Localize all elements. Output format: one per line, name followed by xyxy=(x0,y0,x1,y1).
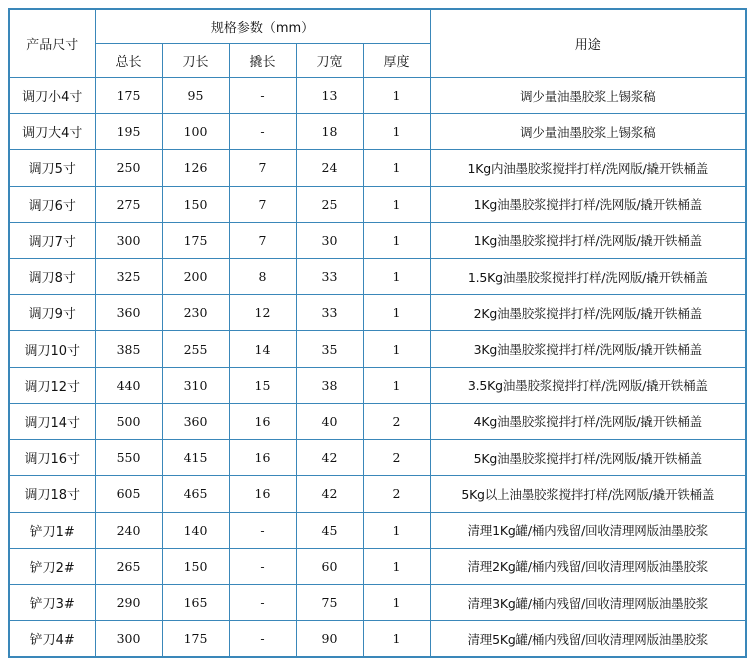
table-row xyxy=(9,367,746,403)
cell-blade-length: 415 xyxy=(162,440,229,476)
table-row xyxy=(9,295,746,331)
cell-total-length: 195 xyxy=(95,114,162,150)
cell-pry-length: 15 xyxy=(229,367,296,403)
cell-pry-length: 7 xyxy=(229,150,296,186)
cell-pry-length: - xyxy=(229,77,296,113)
cell-blade-length: 150 xyxy=(162,548,229,584)
header-blade-length: 刀长 xyxy=(162,43,229,77)
table-row xyxy=(9,548,746,584)
header-pry-length: 撬长 xyxy=(229,43,296,77)
cell-total-length: 385 xyxy=(95,331,162,367)
cell-blade-length: 310 xyxy=(162,367,229,403)
cell-pry-length: - xyxy=(229,114,296,150)
table-row xyxy=(9,331,746,367)
cell-thickness: 1 xyxy=(363,150,430,186)
cell-thickness: 1 xyxy=(363,114,430,150)
table-row xyxy=(9,440,746,476)
spec-table xyxy=(8,8,747,658)
cell-total-length: 440 xyxy=(95,367,162,403)
cell-total-length: 605 xyxy=(95,476,162,512)
cell-blade-length: 230 xyxy=(162,295,229,331)
cell-thickness: 1 xyxy=(363,548,430,584)
cell-usage: 1Kg内油墨胶浆搅拌打样/洗网版/撬开铁桶盖 xyxy=(430,150,746,186)
cell-blade-width: 42 xyxy=(296,440,363,476)
cell-thickness: 1 xyxy=(363,512,430,548)
cell-usage: 3Kg油墨胶浆搅拌打样/洗网版/撬开铁桶盖 xyxy=(430,331,746,367)
table-row xyxy=(9,150,746,186)
cell-product-name: 调刀12寸 xyxy=(9,367,95,403)
cell-thickness: 1 xyxy=(363,186,430,222)
cell-blade-width: 24 xyxy=(296,150,363,186)
cell-pry-length: - xyxy=(229,621,296,657)
table-row xyxy=(9,476,746,512)
table-row xyxy=(9,621,746,657)
cell-blade-width: 38 xyxy=(296,367,363,403)
cell-total-length: 550 xyxy=(95,440,162,476)
cell-total-length: 300 xyxy=(95,621,162,657)
header-product-size: 产品尺寸 xyxy=(9,9,95,77)
cell-product-name: 铲刀4# xyxy=(9,621,95,657)
cell-thickness: 2 xyxy=(363,403,430,439)
table-row xyxy=(9,584,746,620)
cell-blade-width: 33 xyxy=(296,295,363,331)
cell-blade-length: 150 xyxy=(162,186,229,222)
cell-product-name: 铲刀2# xyxy=(9,548,95,584)
cell-pry-length: - xyxy=(229,584,296,620)
cell-pry-length: - xyxy=(229,548,296,584)
cell-blade-width: 13 xyxy=(296,77,363,113)
cell-usage: 清理3Kg罐/桶内残留/回收清理网版油墨胶浆 xyxy=(430,584,746,620)
cell-blade-width: 42 xyxy=(296,476,363,512)
cell-product-name: 调刀7寸 xyxy=(9,222,95,258)
cell-product-name: 调刀5寸 xyxy=(9,150,95,186)
cell-blade-width: 45 xyxy=(296,512,363,548)
cell-thickness: 2 xyxy=(363,476,430,512)
cell-thickness: 1 xyxy=(363,621,430,657)
cell-blade-length: 126 xyxy=(162,150,229,186)
table-row xyxy=(9,259,746,295)
cell-blade-length: 255 xyxy=(162,331,229,367)
cell-pry-length: 16 xyxy=(229,476,296,512)
cell-blade-width: 60 xyxy=(296,548,363,584)
cell-total-length: 240 xyxy=(95,512,162,548)
cell-product-name: 调刀大4寸 xyxy=(9,114,95,150)
header-usage: 用途 xyxy=(430,9,746,77)
cell-product-name: 调刀18寸 xyxy=(9,476,95,512)
cell-product-name: 调刀14寸 xyxy=(9,403,95,439)
table-row xyxy=(9,222,746,258)
cell-blade-length: 360 xyxy=(162,403,229,439)
header-blade-width: 刀宽 xyxy=(296,43,363,77)
cell-usage: 5Kg油墨胶浆搅拌打样/洗网版/撬开铁桶盖 xyxy=(430,440,746,476)
cell-total-length: 265 xyxy=(95,548,162,584)
cell-usage: 调少量油墨胶浆上锡浆稿 xyxy=(430,77,746,113)
cell-blade-width: 40 xyxy=(296,403,363,439)
cell-pry-length: 7 xyxy=(229,222,296,258)
cell-usage: 2Kg油墨胶浆搅拌打样/洗网版/撬开铁桶盖 xyxy=(430,295,746,331)
cell-product-name: 调刀8寸 xyxy=(9,259,95,295)
cell-thickness: 1 xyxy=(363,222,430,258)
cell-usage: 1.5Kg油墨胶浆搅拌打样/洗网版/撬开铁桶盖 xyxy=(430,259,746,295)
cell-usage: 调少量油墨胶浆上锡浆稿 xyxy=(430,114,746,150)
cell-blade-width: 30 xyxy=(296,222,363,258)
cell-pry-length: 16 xyxy=(229,440,296,476)
cell-pry-length: 8 xyxy=(229,259,296,295)
cell-total-length: 290 xyxy=(95,584,162,620)
cell-thickness: 1 xyxy=(363,367,430,403)
cell-blade-width: 90 xyxy=(296,621,363,657)
cell-thickness: 1 xyxy=(363,584,430,620)
cell-product-name: 调刀16寸 xyxy=(9,440,95,476)
cell-total-length: 175 xyxy=(95,77,162,113)
cell-thickness: 1 xyxy=(363,77,430,113)
cell-thickness: 1 xyxy=(363,331,430,367)
cell-total-length: 360 xyxy=(95,295,162,331)
table-row xyxy=(9,512,746,548)
table-row xyxy=(9,114,746,150)
cell-blade-length: 165 xyxy=(162,584,229,620)
cell-blade-length: 175 xyxy=(162,222,229,258)
cell-blade-width: 75 xyxy=(296,584,363,620)
header-spec-group: 规格参数（mm） xyxy=(95,9,430,43)
cell-blade-length: 465 xyxy=(162,476,229,512)
cell-usage: 1Kg油墨胶浆搅拌打样/洗网版/撬开铁桶盖 xyxy=(430,186,746,222)
cell-usage: 1Kg油墨胶浆搅拌打样/洗网版/撬开铁桶盖 xyxy=(430,222,746,258)
cell-usage: 清理2Kg罐/桶内残留/回收清理网版油墨胶浆 xyxy=(430,548,746,584)
cell-pry-length: 12 xyxy=(229,295,296,331)
table-row xyxy=(9,77,746,113)
cell-blade-length: 140 xyxy=(162,512,229,548)
cell-product-name: 铲刀3# xyxy=(9,584,95,620)
cell-total-length: 500 xyxy=(95,403,162,439)
cell-product-name: 调刀6寸 xyxy=(9,186,95,222)
cell-total-length: 275 xyxy=(95,186,162,222)
cell-blade-length: 100 xyxy=(162,114,229,150)
table-row xyxy=(9,186,746,222)
cell-usage: 5Kg以上油墨胶浆搅拌打样/洗网版/撬开铁桶盖 xyxy=(430,476,746,512)
table-row xyxy=(9,403,746,439)
cell-blade-width: 18 xyxy=(296,114,363,150)
cell-pry-length: 7 xyxy=(229,186,296,222)
cell-product-name: 调刀9寸 xyxy=(9,295,95,331)
cell-blade-length: 95 xyxy=(162,77,229,113)
cell-usage: 3.5Kg油墨胶浆搅拌打样/洗网版/撬开铁桶盖 xyxy=(430,367,746,403)
cell-product-name: 铲刀1# xyxy=(9,512,95,548)
cell-blade-length: 200 xyxy=(162,259,229,295)
cell-product-name: 调刀10寸 xyxy=(9,331,95,367)
cell-usage: 4Kg油墨胶浆搅拌打样/洗网版/撬开铁桶盖 xyxy=(430,403,746,439)
cell-thickness: 1 xyxy=(363,259,430,295)
cell-total-length: 250 xyxy=(95,150,162,186)
header-row xyxy=(9,9,746,43)
cell-total-length: 300 xyxy=(95,222,162,258)
cell-blade-width: 35 xyxy=(296,331,363,367)
header-total-length: 总长 xyxy=(95,43,162,77)
cell-usage: 清理1Kg罐/桶内残留/回收清理网版油墨胶浆 xyxy=(430,512,746,548)
cell-thickness: 1 xyxy=(363,295,430,331)
cell-blade-length: 175 xyxy=(162,621,229,657)
cell-pry-length: - xyxy=(229,512,296,548)
header-thickness: 厚度 xyxy=(363,43,430,77)
cell-pry-length: 14 xyxy=(229,331,296,367)
cell-usage: 清理5Kg罐/桶内残留/回收清理网版油墨胶浆 xyxy=(430,621,746,657)
cell-blade-width: 33 xyxy=(296,259,363,295)
cell-pry-length: 16 xyxy=(229,403,296,439)
cell-product-name: 调刀小4寸 xyxy=(9,77,95,113)
cell-blade-width: 25 xyxy=(296,186,363,222)
cell-total-length: 325 xyxy=(95,259,162,295)
cell-thickness: 2 xyxy=(363,440,430,476)
